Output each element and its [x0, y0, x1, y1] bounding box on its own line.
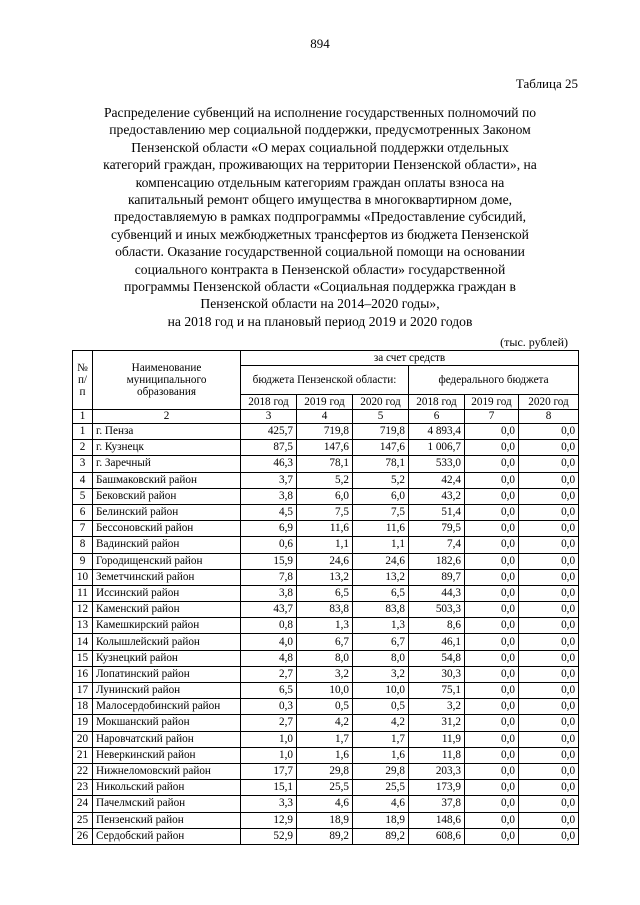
federal-2019-cell: 0,0	[465, 780, 519, 796]
row-number-cell: 19	[73, 715, 93, 731]
row-number-cell: 1	[73, 424, 93, 440]
federal-2020-cell: 0,0	[519, 780, 579, 796]
regional-2018-cell: 3,3	[241, 796, 297, 812]
regional-2020-cell: 24,6	[353, 553, 409, 569]
table-row	[73, 553, 579, 569]
federal-2018-cell: 46,1	[409, 634, 465, 650]
regional-2018-cell: 0,6	[241, 537, 297, 553]
row-number-cell: 16	[73, 666, 93, 682]
table-row	[73, 683, 579, 699]
federal-2019-cell: 0,0	[465, 763, 519, 779]
regional-2020-cell: 719,8	[353, 424, 409, 440]
municipality-name-cell: Мокшанский район	[93, 715, 241, 731]
federal-2019-cell: 0,0	[465, 634, 519, 650]
federal-2019-cell: 0,0	[465, 602, 519, 618]
table-row	[73, 699, 579, 715]
table-row	[73, 747, 579, 763]
col-number: 8	[519, 410, 579, 424]
federal-2018-cell: 533,0	[409, 456, 465, 472]
regional-2020-cell: 3,2	[353, 666, 409, 682]
federal-2018-cell: 182,6	[409, 553, 465, 569]
federal-2019-cell: 0,0	[465, 828, 519, 844]
municipality-name-cell: г. Заречный	[93, 456, 241, 472]
regional-2019-cell: 11,6	[297, 521, 353, 537]
regional-2018-cell: 87,5	[241, 440, 297, 456]
regional-2020-cell: 18,9	[353, 812, 409, 828]
col-header-num: № п/п	[73, 351, 93, 410]
regional-2019-cell: 4,6	[297, 796, 353, 812]
federal-2019-cell: 0,0	[465, 812, 519, 828]
row-number-cell: 13	[73, 618, 93, 634]
federal-2018-cell: 608,6	[409, 828, 465, 844]
regional-2019-cell: 89,2	[297, 828, 353, 844]
col-header-year: 2019 год	[297, 395, 353, 410]
table-row	[73, 456, 579, 472]
title-line: Распределение субвенций на исполнение государственных полномочий по	[103, 105, 537, 120]
municipality-name-cell: г. Пенза	[93, 424, 241, 440]
federal-2020-cell: 0,0	[519, 585, 579, 601]
federal-2020-cell: 0,0	[519, 812, 579, 828]
municipality-name-cell: Лопатинский район	[93, 666, 241, 682]
regional-2020-cell: 25,5	[353, 780, 409, 796]
federal-2018-cell: 44,3	[409, 585, 465, 601]
regional-2020-cell: 6,7	[353, 634, 409, 650]
row-number-cell: 21	[73, 747, 93, 763]
federal-2019-cell: 0,0	[465, 796, 519, 812]
regional-2019-cell: 1,7	[297, 731, 353, 747]
federal-2020-cell: 0,0	[519, 650, 579, 666]
col-header-regional: бюджета Пензенской области:	[241, 366, 409, 395]
regional-2018-cell: 3,8	[241, 585, 297, 601]
municipality-name-cell: Никольский район	[93, 780, 241, 796]
regional-2018-cell: 46,3	[241, 456, 297, 472]
federal-2020-cell: 0,0	[519, 602, 579, 618]
regional-2020-cell: 4,2	[353, 715, 409, 731]
regional-2020-cell: 8,0	[353, 650, 409, 666]
federal-2018-cell: 89,7	[409, 569, 465, 585]
table-row	[73, 472, 579, 488]
row-number-cell: 18	[73, 699, 93, 715]
row-number-cell: 10	[73, 569, 93, 585]
regional-2019-cell: 1,6	[297, 747, 353, 763]
regional-2019-cell: 1,1	[297, 537, 353, 553]
regional-2020-cell: 89,2	[353, 828, 409, 844]
regional-2020-cell: 0,5	[353, 699, 409, 715]
municipality-name-cell: г. Кузнецк	[93, 440, 241, 456]
title-line: Пензенской области «О мерах социальной поддержки отдельных	[131, 139, 509, 155]
row-number-cell: 5	[73, 488, 93, 504]
table-row	[73, 602, 579, 618]
municipality-name-cell: Малосердобинский район	[93, 699, 241, 715]
federal-2019-cell: 0,0	[465, 715, 519, 731]
regional-2020-cell: 7,5	[353, 504, 409, 520]
regional-2019-cell: 6,0	[297, 488, 353, 504]
federal-2019-cell: 0,0	[465, 731, 519, 747]
title-line: программы Пензенской области «Социальная поддержка граждан в	[124, 279, 516, 295]
table-row	[73, 666, 579, 682]
regional-2020-cell: 4,6	[353, 796, 409, 812]
regional-2018-cell: 15,9	[241, 553, 297, 569]
regional-2019-cell: 7,5	[297, 504, 353, 520]
regional-2018-cell: 4,5	[241, 504, 297, 520]
regional-2020-cell: 1,1	[353, 537, 409, 553]
federal-2020-cell: 0,0	[519, 456, 579, 472]
regional-2020-cell: 1,6	[353, 747, 409, 763]
title-line: капитальный ремонт общего имущества в многоквартирном доме,	[127, 192, 513, 208]
table-row	[73, 715, 579, 731]
federal-2020-cell: 0,0	[519, 828, 579, 844]
municipality-name-cell: Колышлейский район	[93, 634, 241, 650]
federal-2018-cell: 31,2	[409, 715, 465, 731]
title-line: предоставляемую в рамках подпрограммы «Предоставление субсидий,	[114, 209, 526, 225]
federal-2020-cell: 0,0	[519, 699, 579, 715]
federal-2019-cell: 0,0	[465, 683, 519, 699]
regional-2018-cell: 0,8	[241, 618, 297, 634]
col-header-year: 2020 год	[353, 395, 409, 410]
regional-2018-cell: 43,7	[241, 602, 297, 618]
row-number-cell: 11	[73, 585, 93, 601]
federal-2019-cell: 0,0	[465, 569, 519, 585]
table-row	[73, 440, 579, 456]
federal-2020-cell: 0,0	[519, 521, 579, 537]
federal-2020-cell: 0,0	[519, 763, 579, 779]
col-number: 6	[409, 410, 465, 424]
federal-2018-cell: 43,2	[409, 488, 465, 504]
federal-2018-cell: 148,6	[409, 812, 465, 828]
regional-2020-cell: 83,8	[353, 602, 409, 618]
col-header-name: Наименование муниципального образования	[93, 351, 241, 410]
federal-2018-cell: 37,8	[409, 796, 465, 812]
row-number-cell: 7	[73, 521, 93, 537]
table-row	[73, 812, 579, 828]
col-header-year: 2018 год	[409, 395, 465, 410]
units-note: (тыс. рублей)	[500, 335, 568, 349]
federal-2018-cell: 3,2	[409, 699, 465, 715]
regional-2018-cell: 6,5	[241, 683, 297, 699]
federal-2018-cell: 75,1	[409, 683, 465, 699]
row-number-cell: 2	[73, 440, 93, 456]
federal-2019-cell: 0,0	[465, 618, 519, 634]
regional-2018-cell: 17,7	[241, 763, 297, 779]
federal-2019-cell: 0,0	[465, 553, 519, 569]
municipality-name-cell: Кузнецкий район	[93, 650, 241, 666]
row-number-cell: 22	[73, 763, 93, 779]
federal-2018-cell: 11,9	[409, 731, 465, 747]
table-row	[73, 763, 579, 779]
table-row	[73, 634, 579, 650]
col-number: 2	[93, 410, 241, 424]
table-row	[73, 780, 579, 796]
federal-2020-cell: 0,0	[519, 618, 579, 634]
federal-2018-cell: 54,8	[409, 650, 465, 666]
federal-2018-cell: 173,9	[409, 780, 465, 796]
federal-2019-cell: 0,0	[465, 440, 519, 456]
col-number: 4	[297, 410, 353, 424]
regional-2020-cell: 1,7	[353, 731, 409, 747]
regional-2018-cell: 6,9	[241, 521, 297, 537]
municipality-name-cell: Бековский район	[93, 488, 241, 504]
regional-2020-cell: 1,3	[353, 618, 409, 634]
federal-2020-cell: 0,0	[519, 666, 579, 682]
regional-2019-cell: 13,2	[297, 569, 353, 585]
federal-2019-cell: 0,0	[465, 488, 519, 504]
regional-2020-cell: 6,0	[353, 488, 409, 504]
federal-2019-cell: 0,0	[465, 521, 519, 537]
federal-2018-cell: 8,6	[409, 618, 465, 634]
table-row	[73, 650, 579, 666]
row-number-cell: 24	[73, 796, 93, 812]
federal-2018-cell: 30,3	[409, 666, 465, 682]
row-number-cell: 12	[73, 602, 93, 618]
page-number: 894	[310, 36, 330, 51]
subvention-table	[72, 350, 579, 845]
table-row	[73, 488, 579, 504]
col-header-year: 2020 год	[519, 395, 579, 410]
federal-2020-cell: 0,0	[519, 731, 579, 747]
row-number-cell: 6	[73, 504, 93, 520]
regional-2018-cell: 2,7	[241, 666, 297, 682]
municipality-name-cell: Неверкинский район	[93, 747, 241, 763]
regional-2019-cell: 147,6	[297, 440, 353, 456]
regional-2018-cell: 1,0	[241, 731, 297, 747]
federal-2019-cell: 0,0	[465, 424, 519, 440]
federal-2019-cell: 0,0	[465, 456, 519, 472]
municipality-name-cell: Наровчатский район	[93, 731, 241, 747]
table-row	[73, 796, 579, 812]
regional-2019-cell: 3,2	[297, 666, 353, 682]
regional-2019-cell: 18,9	[297, 812, 353, 828]
federal-2020-cell: 0,0	[519, 569, 579, 585]
row-number-cell: 26	[73, 828, 93, 844]
federal-2019-cell: 0,0	[465, 650, 519, 666]
regional-2018-cell: 1,0	[241, 747, 297, 763]
col-header-year: 2019 год	[465, 395, 519, 410]
federal-2018-cell: 4 893,4	[409, 424, 465, 440]
title-line: на 2018 год и на плановый период 2019 и 2020 годов	[167, 313, 473, 329]
regional-2018-cell: 12,9	[241, 812, 297, 828]
table-row	[73, 618, 579, 634]
row-number-cell: 4	[73, 472, 93, 488]
federal-2020-cell: 0,0	[519, 440, 579, 456]
col-header-year: 2018 год	[241, 395, 297, 410]
municipality-name-cell: Нижнеломовский район	[93, 763, 241, 779]
regional-2020-cell: 11,6	[353, 521, 409, 537]
document-title	[70, 104, 570, 330]
federal-2018-cell: 42,4	[409, 472, 465, 488]
table-row	[73, 537, 579, 553]
regional-2019-cell: 78,1	[297, 456, 353, 472]
municipality-name-cell: Белинский район	[93, 504, 241, 520]
regional-2018-cell: 15,1	[241, 780, 297, 796]
regional-2018-cell: 52,9	[241, 828, 297, 844]
federal-2018-cell: 51,4	[409, 504, 465, 520]
federal-2018-cell: 7,4	[409, 537, 465, 553]
col-number: 5	[353, 410, 409, 424]
regional-2018-cell: 3,7	[241, 472, 297, 488]
title-line: субвенций и иных межбюджетных трансфертов из бюджета Пензенской	[111, 226, 529, 242]
federal-2019-cell: 0,0	[465, 585, 519, 601]
regional-2020-cell: 13,2	[353, 569, 409, 585]
regional-2019-cell: 4,2	[297, 715, 353, 731]
regional-2019-cell: 83,8	[297, 602, 353, 618]
federal-2018-cell: 1 006,7	[409, 440, 465, 456]
municipality-name-cell: Бессоновский район	[93, 521, 241, 537]
col-header-funding: за счет средств	[241, 351, 579, 366]
federal-2018-cell: 203,3	[409, 763, 465, 779]
regional-2019-cell: 6,5	[297, 585, 353, 601]
municipality-name-cell: Каменский район	[93, 602, 241, 618]
table-row	[73, 828, 579, 844]
federal-2020-cell: 0,0	[519, 796, 579, 812]
federal-2020-cell: 0,0	[519, 715, 579, 731]
row-number-cell: 14	[73, 634, 93, 650]
regional-2019-cell: 25,5	[297, 780, 353, 796]
municipality-name-cell: Камешкирский район	[93, 618, 241, 634]
title-line: компенсацию отдельным категориям граждан оплаты взноса на	[135, 174, 505, 190]
municipality-name-cell: Лунинский район	[93, 683, 241, 699]
table-row	[73, 521, 579, 537]
regional-2019-cell: 1,3	[297, 618, 353, 634]
regional-2019-cell: 8,0	[297, 650, 353, 666]
regional-2020-cell: 5,2	[353, 472, 409, 488]
row-number-cell: 20	[73, 731, 93, 747]
federal-2020-cell: 0,0	[519, 683, 579, 699]
row-number-cell: 15	[73, 650, 93, 666]
federal-2019-cell: 0,0	[465, 699, 519, 715]
table-row	[73, 569, 579, 585]
title-line: области. Оказание государственной социальной помощи на основании	[115, 244, 525, 260]
federal-2020-cell: 0,0	[519, 424, 579, 440]
table-label: Таблица 25	[515, 76, 578, 91]
federal-2020-cell: 0,0	[519, 747, 579, 763]
col-header-federal: федерального бюджета	[409, 366, 579, 395]
regional-2019-cell: 5,2	[297, 472, 353, 488]
table-row	[73, 424, 579, 440]
table-row	[73, 585, 579, 601]
regional-2019-cell: 10,0	[297, 683, 353, 699]
federal-2019-cell: 0,0	[465, 504, 519, 520]
regional-2018-cell: 0,3	[241, 699, 297, 715]
regional-2018-cell: 7,8	[241, 569, 297, 585]
title-line: социального контракта в Пензенской области» государственной	[134, 261, 506, 277]
row-number-cell: 9	[73, 553, 93, 569]
row-number-cell: 8	[73, 537, 93, 553]
col-number: 7	[465, 410, 519, 424]
federal-2018-cell: 79,5	[409, 521, 465, 537]
regional-2020-cell: 10,0	[353, 683, 409, 699]
municipality-name-cell: Башмаковский район	[93, 472, 241, 488]
federal-2020-cell: 0,0	[519, 553, 579, 569]
regional-2020-cell: 6,5	[353, 585, 409, 601]
regional-2018-cell: 4,0	[241, 634, 297, 650]
title-line: категорий граждан, проживающих на территории Пензенской области», на	[103, 157, 537, 173]
regional-2019-cell: 0,5	[297, 699, 353, 715]
regional-2018-cell: 2,7	[241, 715, 297, 731]
federal-2019-cell: 0,0	[465, 666, 519, 682]
regional-2018-cell: 425,7	[241, 424, 297, 440]
federal-2020-cell: 0,0	[519, 537, 579, 553]
regional-2019-cell: 24,6	[297, 553, 353, 569]
regional-2020-cell: 147,6	[353, 440, 409, 456]
title-line: Пензенской области на 2014–2020 годы»,	[200, 296, 440, 312]
regional-2018-cell: 4,8	[241, 650, 297, 666]
municipality-name-cell: Пачелмский район	[93, 796, 241, 812]
row-number-cell: 23	[73, 780, 93, 796]
title-line: предоставлению мер социальной поддержки, предусмотренных Законом	[109, 122, 531, 138]
federal-2019-cell: 0,0	[465, 472, 519, 488]
municipality-name-cell: Сердобский район	[93, 828, 241, 844]
regional-2019-cell: 29,8	[297, 763, 353, 779]
federal-2019-cell: 0,0	[465, 747, 519, 763]
municipality-name-cell: Иссинский район	[93, 585, 241, 601]
federal-2020-cell: 0,0	[519, 634, 579, 650]
federal-2018-cell: 11,8	[409, 747, 465, 763]
federal-2020-cell: 0,0	[519, 504, 579, 520]
table-body	[73, 424, 579, 845]
row-number-cell: 25	[73, 812, 93, 828]
col-number: 1	[73, 410, 93, 424]
federal-2019-cell: 0,0	[465, 537, 519, 553]
row-number-cell: 17	[73, 683, 93, 699]
table-row	[73, 731, 579, 747]
col-number: 3	[241, 410, 297, 424]
regional-2020-cell: 78,1	[353, 456, 409, 472]
regional-2019-cell: 6,7	[297, 634, 353, 650]
municipality-name-cell: Городищенский район	[93, 553, 241, 569]
table-row	[73, 504, 579, 520]
municipality-name-cell: Вадинский район	[93, 537, 241, 553]
regional-2019-cell: 719,8	[297, 424, 353, 440]
federal-2018-cell: 503,3	[409, 602, 465, 618]
federal-2020-cell: 0,0	[519, 472, 579, 488]
regional-2020-cell: 29,8	[353, 763, 409, 779]
federal-2020-cell: 0,0	[519, 488, 579, 504]
row-number-cell: 3	[73, 456, 93, 472]
municipality-name-cell: Пензенский район	[93, 812, 241, 828]
regional-2018-cell: 3,8	[241, 488, 297, 504]
municipality-name-cell: Земетчинский район	[93, 569, 241, 585]
